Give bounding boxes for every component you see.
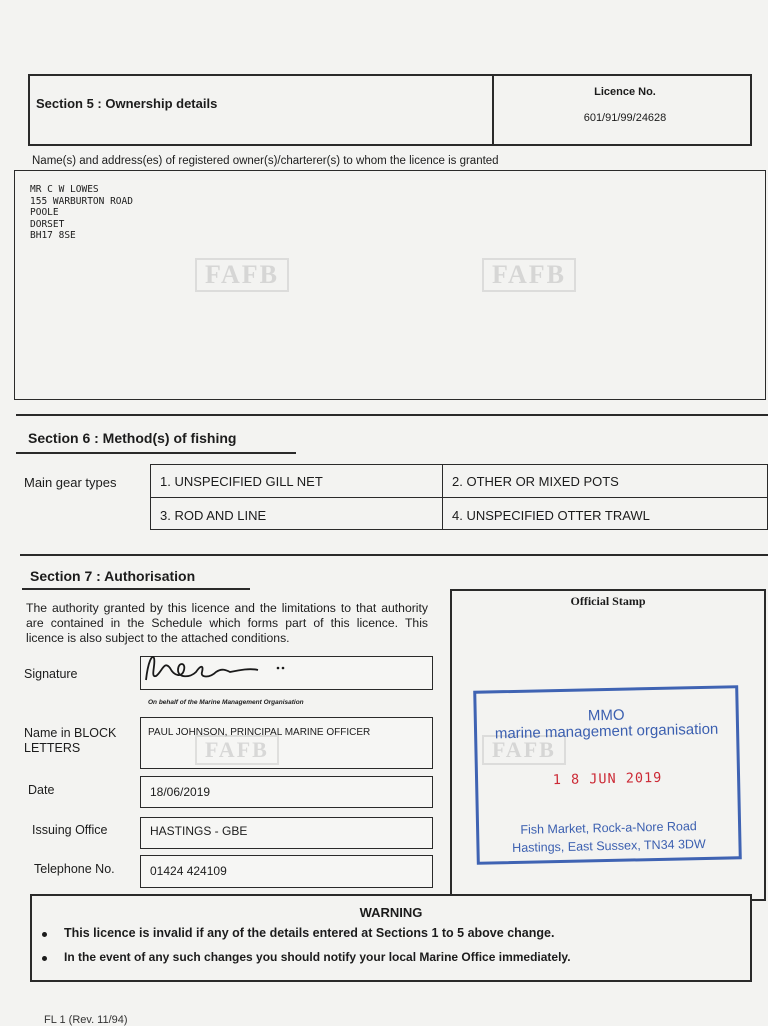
gear-cell: 1. UNSPECIFIED GILL NET [160, 474, 323, 489]
section7-title: Section 7 : Authorisation [30, 568, 196, 584]
stamp-address-line: Fish Market, Rock-a-Nore Road [520, 819, 697, 837]
telephone-label: Telephone No. [34, 862, 115, 876]
gear-cell: 2. OTHER OR MIXED POTS [452, 474, 619, 489]
owner-line: MR C W LOWES [30, 184, 99, 195]
gear-types-label: Main gear types [24, 475, 117, 490]
section6-underline [16, 452, 296, 454]
stamp-organisation: marine management organisation [494, 720, 719, 743]
gear-cell: 4. UNSPECIFIED OTTER TRAWL [452, 508, 650, 523]
section7-underline [22, 588, 250, 590]
stamp-abbreviation: MMO [587, 706, 625, 725]
name-field [140, 717, 433, 769]
warning-line: In the event of any such changes you should notify your local Marine Office immediately. [64, 950, 571, 964]
name-value: PAUL JOHNSON, PRINCIPAL MARINE OFFICER [148, 727, 371, 738]
name-label: Name in BLOCK LETTERS [24, 726, 117, 755]
stamp-date: 1 8 JUN 2019 [552, 769, 663, 789]
owner-address [30, 184, 133, 242]
licence-label: Licence No. [594, 86, 656, 98]
owner-line: POOLE [30, 207, 59, 218]
form-code: FL 1 (Rev. 11/94) [44, 1014, 128, 1026]
signature-scribble [140, 648, 310, 690]
signature-label: Signature [24, 667, 78, 681]
section7-rule [20, 554, 768, 556]
bullet-icon [42, 932, 47, 937]
warning-title: WARNING [359, 905, 423, 920]
section5-divider [492, 74, 494, 146]
owner-line: DORSET [30, 218, 65, 230]
mmo-rubber-stamp [473, 685, 742, 865]
date-value: 18/06/2019 [150, 785, 211, 799]
telephone-value: 01424 424109 [150, 864, 227, 878]
section6-title: Section 6 : Method(s) of fishing [28, 430, 237, 446]
gear-table-divider [150, 497, 768, 498]
watermark-logo: FAFB [482, 735, 566, 765]
issuing-office-label: Issuing Office [32, 823, 108, 837]
section5-title: Section 5 : Ownership details [36, 96, 218, 111]
watermark-logo: FAFB [482, 258, 576, 292]
bullet-icon [42, 956, 47, 961]
stamp-address-line: Hastings, East Sussex, TN34 3DW [512, 836, 706, 856]
official-stamp-title: Official Stamp [570, 594, 646, 608]
gear-cell: 3. ROD AND LINE [160, 508, 267, 523]
authority-text: The authority granted by this licence and the limitations to that authority are contained in the Schedule which forms part of this licence. This licence is also subject to the attached conditions. [26, 601, 428, 645]
watermark-logo: FAFB [195, 258, 289, 292]
licence-number: 601/91/99/24628 [583, 112, 667, 124]
owner-line: BH17 8SE [30, 230, 76, 241]
warning-line: This licence is invalid if any of the details entered at Sections 1 to 5 above change. [64, 926, 555, 940]
date-label: Date [28, 783, 55, 797]
on-behalf-note: On behalf of the Marine Management Organisation [148, 699, 304, 706]
section6-rule [16, 414, 768, 416]
owner-caption: Name(s) and address(es) of registered owner(s)/charterer(s) to whom the licence is granted [32, 155, 499, 167]
owner-line: 155 WARBURTON ROAD [30, 195, 133, 207]
watermark-logo: FAFB [195, 735, 279, 765]
issuing-office-value: HASTINGS - GBE [150, 824, 248, 838]
